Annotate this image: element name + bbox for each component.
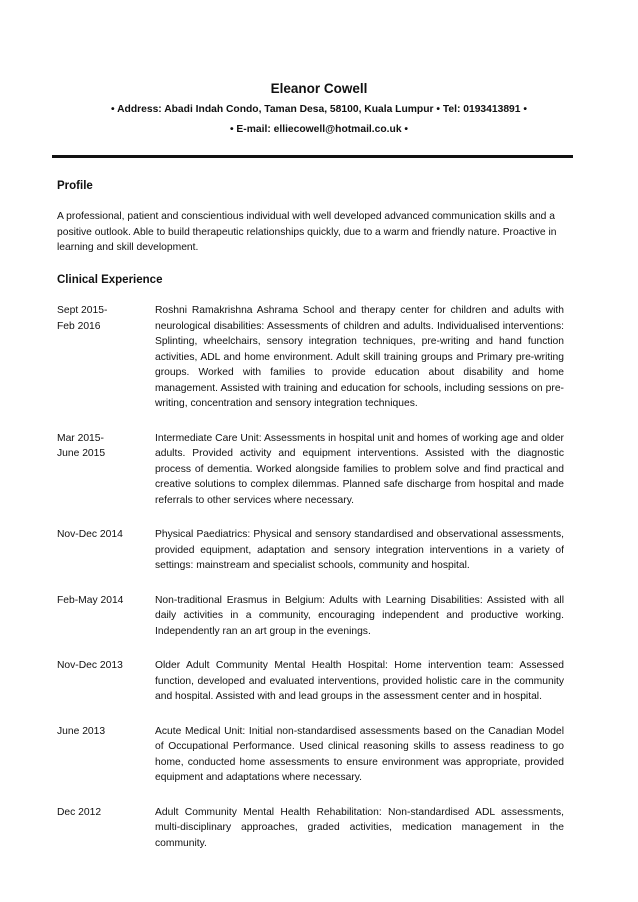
experience-entry bbox=[57, 658, 567, 705]
entry-date bbox=[57, 303, 155, 412]
entry-date-line: Nov-Dec 2014 bbox=[57, 529, 123, 540]
entry-date-line: Feb 2016 bbox=[57, 320, 101, 332]
entry-description: Adult Community Mental Health Rehabilitation: Non-standardised ADL assessments, multi-disciplinary approaches, graded activities, medication management in the community. bbox=[155, 806, 564, 849]
experience-entry bbox=[57, 593, 567, 640]
entry-description: Acute Medical Unit: Initial non-standardised assessments based on the Canadian Model of Occupational Performance. Used clinical reasoning skills to assess readiness to go home, conducted home assessments to ensure environment was appropriate, provided equipment and adaptations where necessary. bbox=[155, 725, 564, 783]
entry-description: Physical Paediatrics: Physical and sensory standardised and observational assessments, provided equipment, adaptation and sensory integration interventions in a variety of settings: mainstream and specialist schools, community and hospital. bbox=[155, 529, 564, 571]
entry-description: Non-traditional Erasmus in Belgium: Adults with Learning Disabilities: Assisted with all daily activities in a community, encouraging independent and productive working. Independently ran an art group in the evenings. bbox=[155, 594, 564, 637]
entry-date bbox=[57, 724, 155, 786]
header-divider bbox=[52, 155, 573, 158]
address-phone-line: • Address: Abadi Indah Condo, Taman Desa, 58100, Kuala Lumpur • Tel: 0193413891 • bbox=[111, 104, 527, 115]
entry-date bbox=[57, 805, 155, 852]
entry-date-line: Feb-May 2014 bbox=[57, 594, 124, 606]
profile-heading: Profile bbox=[57, 180, 93, 192]
entry-date-line: June 2013 bbox=[57, 725, 106, 737]
entry-date bbox=[57, 527, 155, 574]
entry-date bbox=[57, 593, 155, 640]
entry-date-line: Mar 2015- bbox=[57, 432, 104, 444]
entry-date-line: Nov-Dec 2013 bbox=[57, 660, 123, 671]
experience-entry bbox=[57, 303, 567, 412]
experience-entry bbox=[57, 527, 567, 574]
clinical-experience-heading: Clinical Experience bbox=[57, 274, 163, 286]
candidate-name: Eleanor Cowell bbox=[270, 81, 368, 96]
entry-date bbox=[57, 431, 155, 509]
profile-text: A professional, patient and conscientious individual with well developed advanced communication skills and a positive outlook. Able to build therapeutic relationships quickly, due to a warm and friendly nature. Proactive in learning and skill development. bbox=[57, 211, 557, 253]
experience-entry bbox=[57, 805, 567, 852]
experience-entry bbox=[57, 431, 567, 509]
entry-date bbox=[57, 658, 155, 705]
entry-date-line: Dec 2012 bbox=[57, 806, 102, 818]
entry-date-line: June 2015 bbox=[57, 448, 106, 459]
entry-description: Roshni Ramakrishna Ashrama School and therapy center for children and adults with neurological disabilities: Assessments of children and adults. Individualised interventions: Splinting, wheelchairs, sensory integration techniques, pre-writing and hand function activities, ADL and home environment. Adult skill training groups and Primary pre-writing groups. Worked with families to provide education about disability and home management. Assisted with training and education for schools, including sessions on pre-writing, concentration and sensory integration techniques. bbox=[155, 305, 564, 409]
experience-entry bbox=[57, 724, 567, 786]
entry-description: Intermediate Care Unit: Assessments in hospital unit and homes of working age and older adults. Provided activity and equipment interventions. Assisted with the diagnostic process of dementia. Worked alongside families to problem solve and find practical and creative solutions to complex dilemmas. Planned safe discharge from hospital and made referrals to other services where necessary. bbox=[155, 432, 564, 506]
entry-description: Older Adult Community Mental Health Hospital: Home intervention team: Assessed function, developed and evaluated interventions, provided holistic care in the community and hospital. Assisted with and lead groups in the assessment center and in hospital. bbox=[155, 660, 564, 702]
resume-header bbox=[0, 80, 638, 143]
clinical-experience-list bbox=[57, 303, 567, 870]
email-line: • E-mail: elliecowell@hotmail.co.uk • bbox=[229, 124, 409, 135]
entry-date-line: Sept 2015- bbox=[57, 305, 108, 316]
